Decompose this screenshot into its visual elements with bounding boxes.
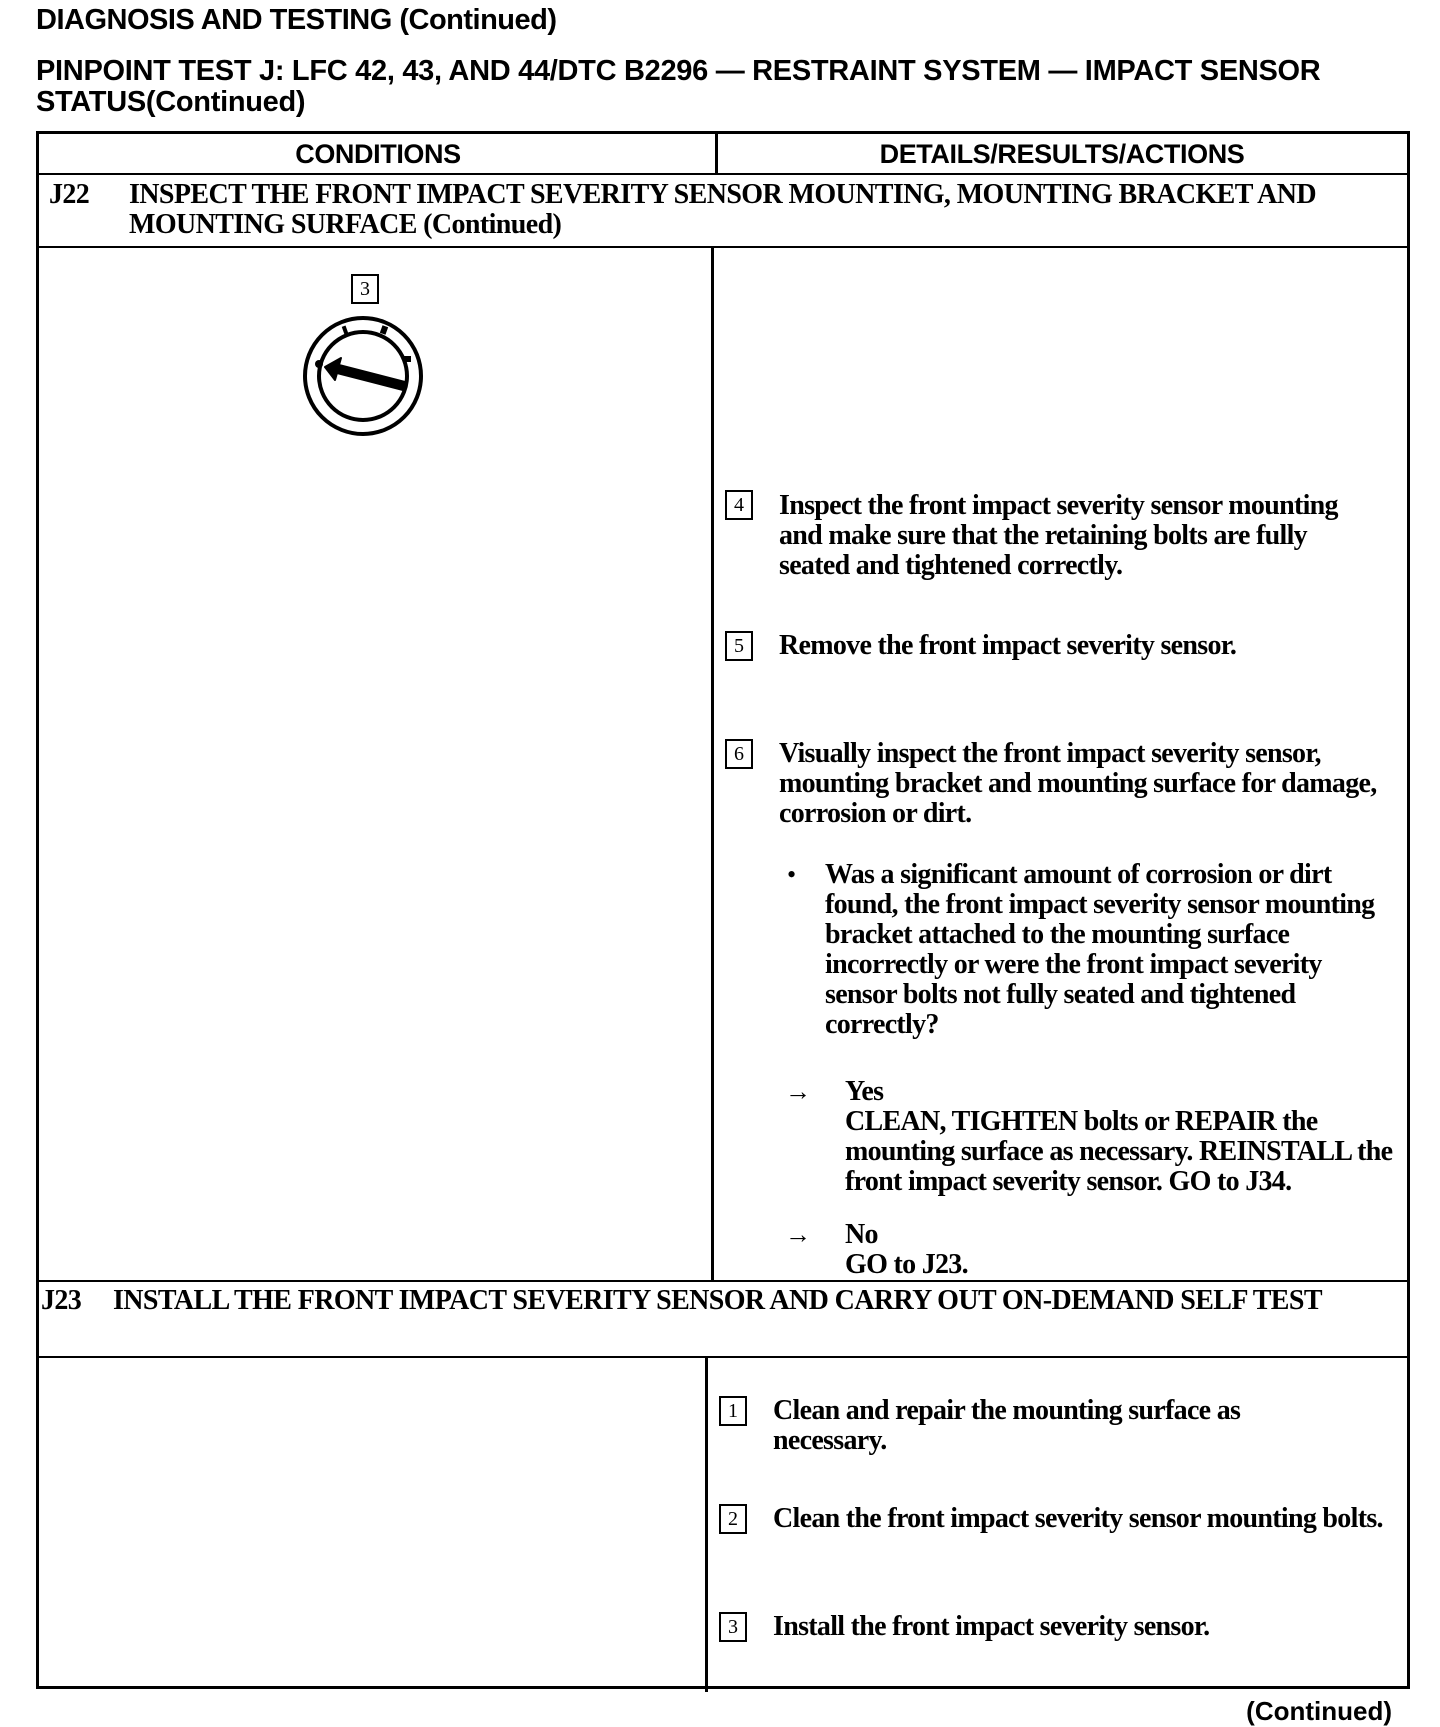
yes-label: Yes (845, 1076, 884, 1107)
step-title: INSPECT THE FRONT IMPACT SEVERITY SENSOR MOUNTING, MOUNTING BRACKET AND MOUNTING SURFACE (Continued) (129, 179, 1317, 240)
step-number-badge: 3 (719, 1612, 747, 1642)
step-number-badge: 4 (725, 490, 753, 520)
no-label: No (845, 1219, 878, 1250)
step-j22-header (49, 180, 1397, 240)
column-header-details: DETAILS/RESULTS/ACTIONS (879, 139, 1245, 169)
step-code: J23 (41, 1285, 82, 1316)
no-action: GO to J23. (845, 1249, 968, 1280)
step-instruction: Inspect the front impact severity sensor mounting and make sure that the retaining bolts are fully seated and tightened correctly. (779, 490, 1338, 581)
column-divider (711, 246, 714, 1280)
bullet-icon: • (787, 860, 797, 889)
step-number-badge: 6 (725, 739, 753, 769)
step-instruction: Install the front impact severity sensor. (773, 1611, 1210, 1642)
column-divider (715, 134, 718, 173)
step-instruction: Remove the front impact severity sensor. (779, 630, 1237, 661)
link-j34[interactable]: J34 (1245, 1166, 1286, 1197)
step-instruction: Clean the front impact severity sensor mounting bolts. (773, 1503, 1383, 1534)
column-header-conditions: CONDITIONS (295, 139, 461, 169)
yes-no-question: Was a significant amount of corrosion or dirt found, the front impact severity sensor mounting bracket attached to the mounting surface incorrectly or were the front impact severity sensor bolts not fully seated and tightened correctly? (825, 859, 1375, 1040)
page-title: DIAGNOSIS AND TESTING (Continued) (36, 4, 557, 36)
illustration-step-badge: 3 (351, 274, 379, 304)
yes-action: CLEAN, TIGHTEN bolts or REPAIR the mounting surface as necessary. REINSTALL the front impact severity sensor. GO to J34. (845, 1106, 1393, 1197)
arrow-right-icon: → (785, 1220, 811, 1249)
continued-footer: (Continued) (1246, 1696, 1392, 1726)
row-divider (39, 173, 1407, 175)
step-code: J22 (49, 179, 90, 210)
step-instruction: Clean and repair the mounting surface as necessary. (773, 1395, 1241, 1456)
row-divider (39, 1280, 1407, 1282)
arrow-right-icon: → (785, 1077, 811, 1106)
pinpoint-test-title: PINPOINT TEST J: LFC 42, 43, AND 44/DTC B2296 — RESTRAINT SYSTEM — IMPACT SENSOR STATUS(Continued) (36, 55, 1321, 118)
row-divider (39, 246, 1407, 248)
column-divider (705, 1356, 708, 1692)
step-number-badge: 1 (719, 1396, 747, 1426)
step-instruction: Visually inspect the front impact severity sensor, mounting bracket and mounting surface for damage, corrosion or dirt. (779, 738, 1377, 829)
step-title: INSTALL THE FRONT IMPACT SEVERITY SENSOR AND CARRY OUT ON-DEMAND SELF TEST (113, 1285, 1322, 1316)
step-j23-header (41, 1286, 1397, 1346)
ignition-switch-off-illustration (299, 312, 431, 438)
procedure-table (36, 131, 1410, 1689)
step-number-badge: 2 (719, 1504, 747, 1534)
link-j23[interactable]: J23 (921, 1249, 962, 1280)
no-branch (845, 1220, 1405, 1280)
row-divider (39, 1356, 1407, 1358)
yes-branch (845, 1077, 1405, 1197)
step-number-badge: 5 (725, 631, 753, 661)
